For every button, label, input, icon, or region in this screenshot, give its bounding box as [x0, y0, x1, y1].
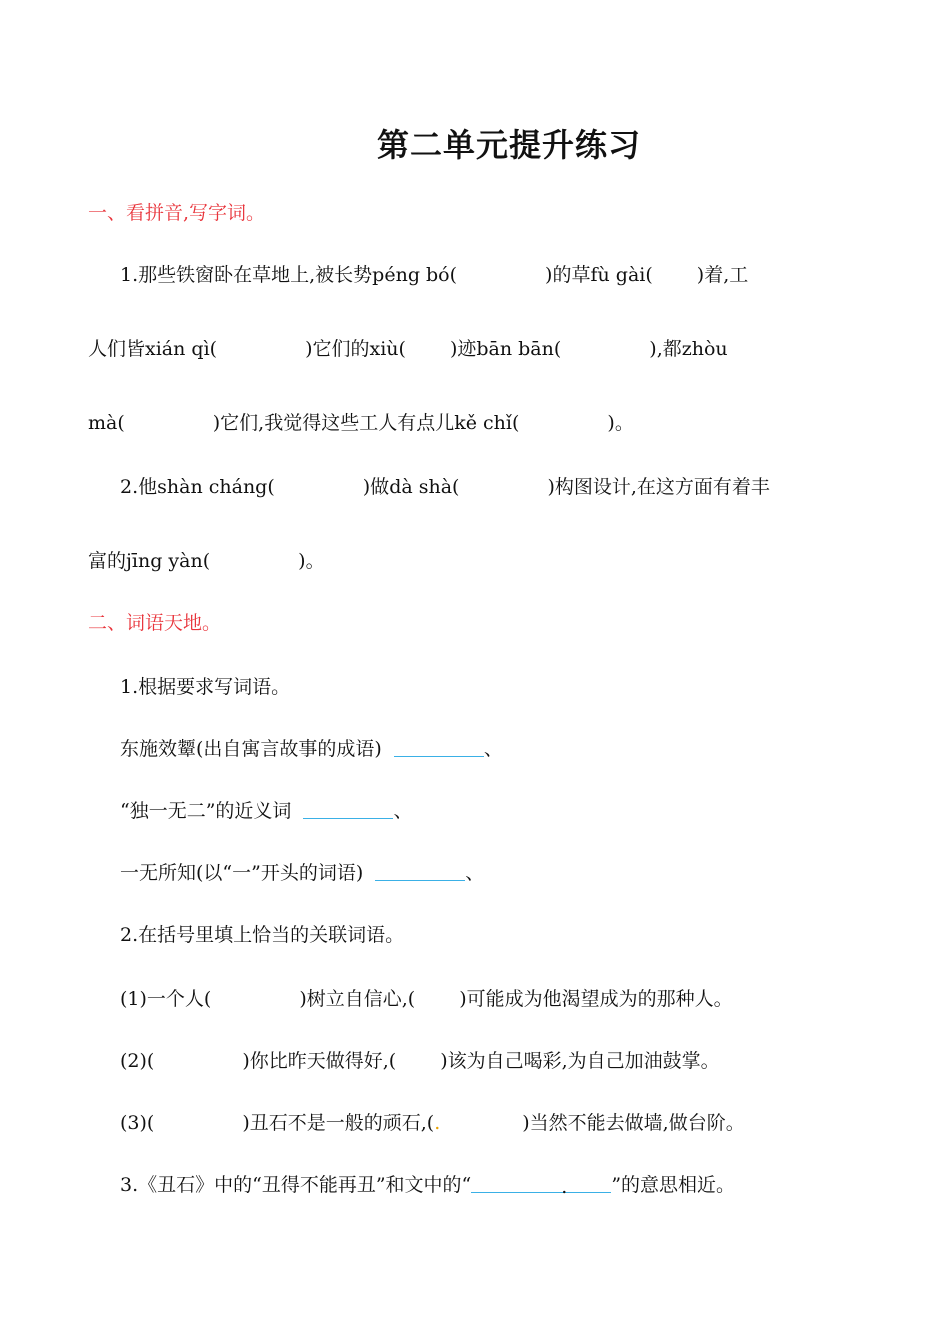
- text: )可能成为他渴望成为的那种人。: [459, 988, 733, 1010]
- s1-q1-line1: [120, 262, 748, 288]
- text: “独一无二”的近义词: [120, 800, 292, 822]
- text: 一无所知(以“一”开头的词语): [120, 862, 364, 884]
- paren: (: [511, 412, 520, 434]
- text: )的草: [545, 264, 591, 286]
- text: )。: [298, 550, 325, 572]
- text: )做: [362, 476, 390, 498]
- paren: (: [398, 338, 406, 360]
- pinyin: dà shà: [389, 476, 453, 498]
- paren: (: [452, 476, 460, 498]
- paren: (: [553, 338, 562, 360]
- text: )它们的: [305, 338, 370, 360]
- answer-blank[interactable]: [375, 862, 465, 881]
- pinyin: xiù: [369, 338, 399, 360]
- text: )它们,我觉得这些工人有点儿: [212, 412, 455, 434]
- answer-blank[interactable]: [567, 1174, 611, 1193]
- s1-q1-line3: [88, 410, 634, 436]
- paren: (: [645, 264, 653, 286]
- pinyin: bān bān: [476, 338, 554, 360]
- text: )构图设计,在这方面有着丰: [547, 476, 770, 498]
- s2-q3: [120, 1172, 735, 1198]
- dot-mark: .: [561, 1176, 568, 1198]
- pinyin: shàn cháng: [157, 476, 268, 498]
- text: 3.《丑石》中的“丑得不能再丑”和文中的“: [120, 1174, 472, 1196]
- paren: (: [202, 550, 211, 572]
- pinyin: xián qì: [145, 338, 210, 360]
- page-title: 第二单元提升练习: [376, 126, 641, 164]
- text: 东施效颦(出自寓言故事的成语): [120, 738, 382, 760]
- text: ),都: [649, 338, 682, 360]
- text: )树立自信心,(: [299, 988, 416, 1010]
- s1-q2-line1: [120, 474, 770, 500]
- text: 2.他: [120, 476, 158, 498]
- text: (1)一个人(: [120, 988, 212, 1010]
- separator: 、: [465, 862, 485, 884]
- text: (2)(: [120, 1050, 155, 1072]
- paren: (: [449, 264, 458, 286]
- s2-q2-title: 2.在括号里填上恰当的关联词语。: [120, 924, 405, 946]
- text: mà(: [88, 412, 125, 434]
- text: )当然不能去做墙,做台阶。: [522, 1112, 745, 1134]
- section1-heading: 一、看拼音,写字词。: [88, 202, 266, 224]
- separator: 、: [483, 738, 503, 760]
- text: 1.那些铁窗卧在草地上,被长势: [120, 264, 373, 286]
- s1-q2-line2: [88, 548, 325, 574]
- s2-q1-item2: [120, 798, 412, 824]
- text: )着,工: [696, 264, 749, 286]
- text: )。: [607, 412, 634, 434]
- text: 富的: [88, 550, 127, 572]
- s2-q1-item1: [120, 736, 503, 762]
- text: )你比昨天做得好,(: [242, 1050, 397, 1072]
- s2-q2-sentence3: [120, 1110, 745, 1136]
- text: ”的意思相近。: [611, 1174, 736, 1196]
- s2-q2-sentence2: [120, 1048, 720, 1074]
- separator: 、: [393, 800, 413, 822]
- paren: (: [209, 338, 218, 360]
- pinyin: kě chǐ: [454, 412, 512, 434]
- s2-q2-sentence1: [120, 986, 733, 1012]
- pinyin: péng bó: [372, 264, 450, 286]
- pinyin: fù gài: [590, 264, 646, 286]
- answer-blank[interactable]: [471, 1174, 561, 1193]
- text: 人们皆: [88, 338, 146, 360]
- answer-blank[interactable]: [303, 800, 393, 819]
- pinyin: jīng yàn: [126, 550, 203, 572]
- section2-heading: 二、词语天地。: [88, 612, 222, 634]
- text: )该为自己喝彩,为自己加油鼓掌。: [440, 1050, 720, 1072]
- text: (3)(: [120, 1112, 155, 1134]
- s2-q1-item3: [120, 860, 484, 886]
- paren: (: [267, 476, 275, 498]
- dot-mark: .: [434, 1112, 441, 1134]
- answer-blank[interactable]: [394, 738, 484, 757]
- text: )丑石不是一般的顽石,(: [242, 1112, 435, 1134]
- s1-q1-line2: [88, 336, 728, 362]
- s2-q1-title: 1.根据要求写词语。: [120, 676, 291, 698]
- pinyin: zhòu: [681, 338, 728, 360]
- text: )迹: [449, 338, 477, 360]
